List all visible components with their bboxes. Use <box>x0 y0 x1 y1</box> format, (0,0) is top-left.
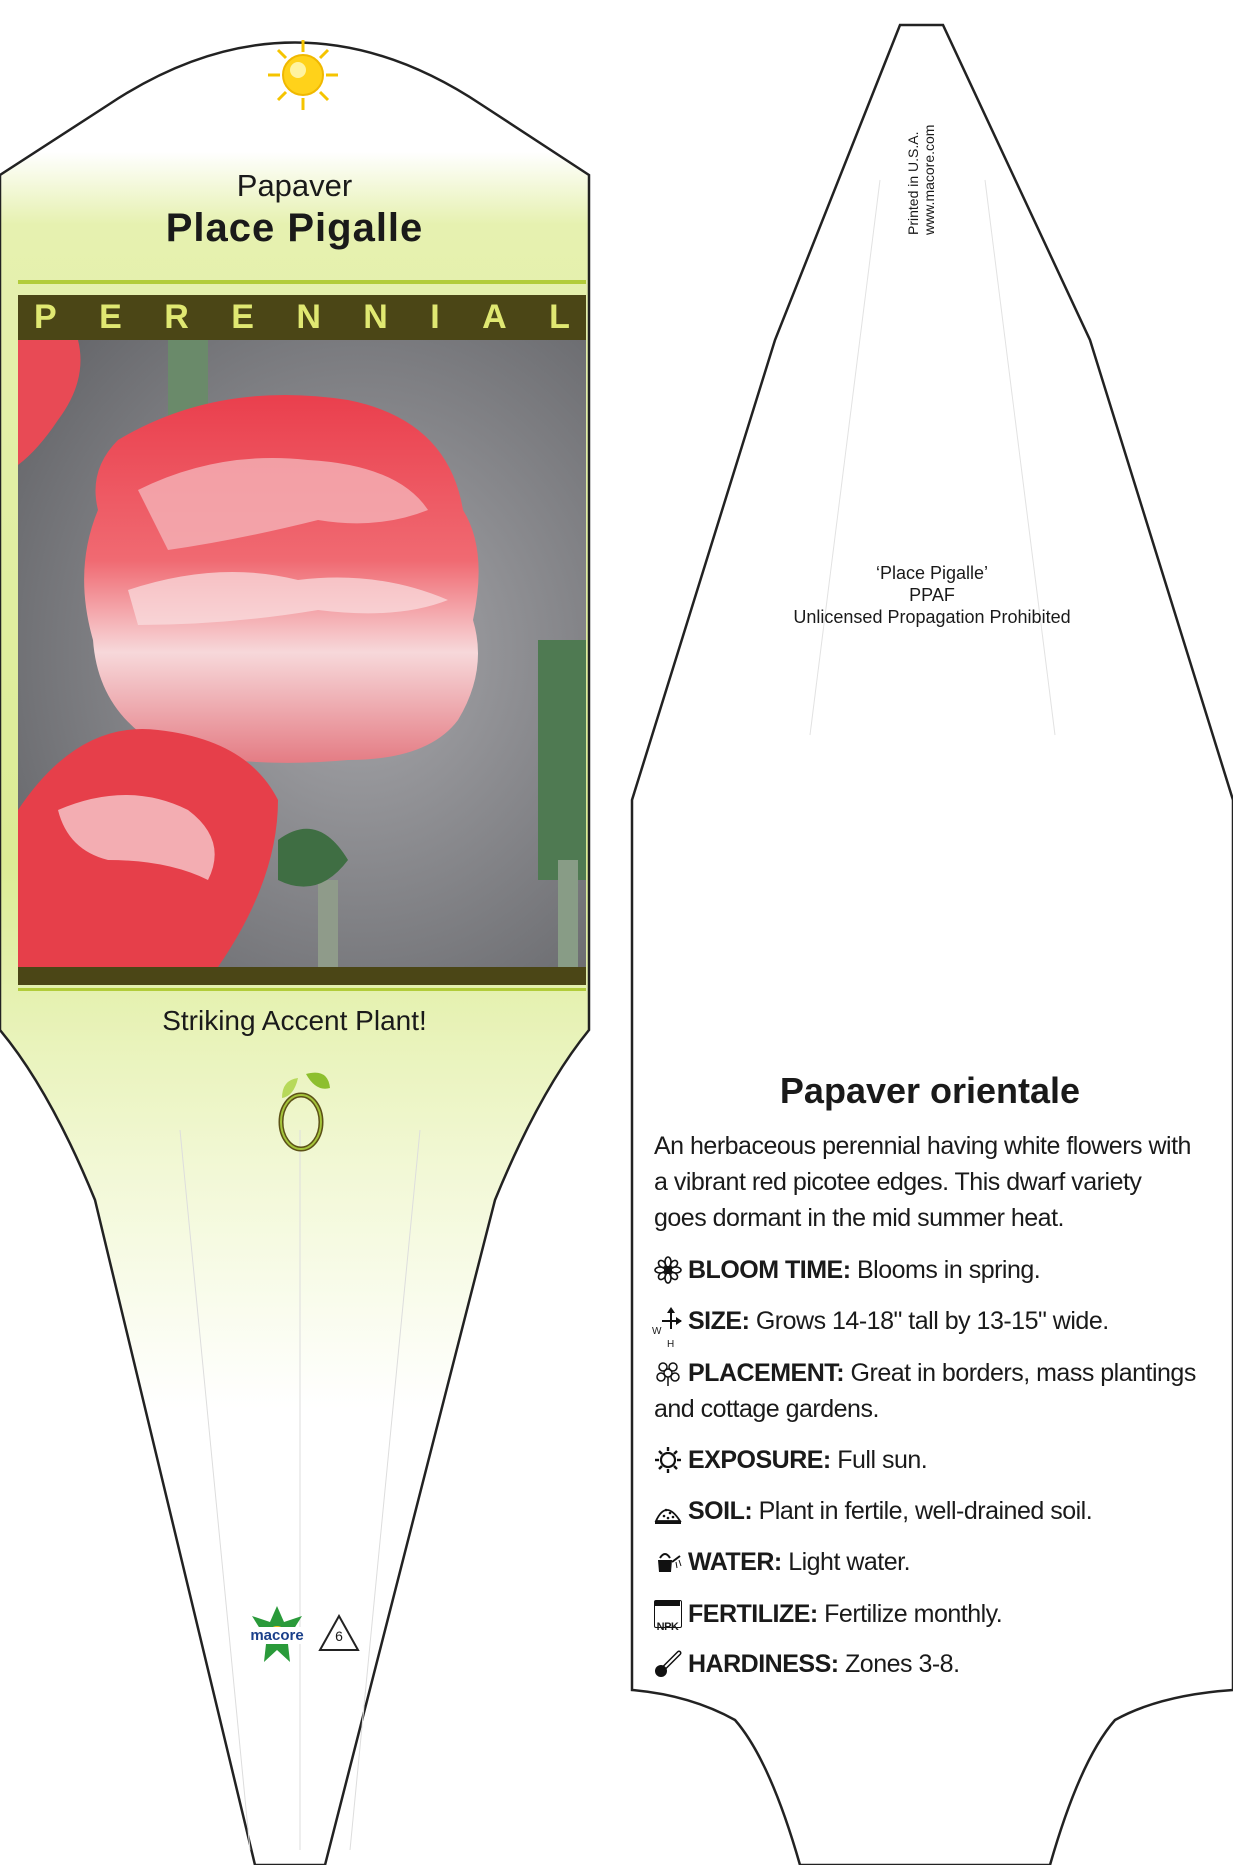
thermometer-icon <box>654 1650 682 1678</box>
care-placement <box>654 1355 1199 1427</box>
size-icon-w: W <box>652 1326 661 1337</box>
care-water <box>654 1544 1199 1580</box>
care-text: Light water. <box>781 1548 911 1576</box>
watering-can-icon <box>654 1548 682 1576</box>
website: www.macore.com <box>921 124 937 235</box>
size-icon <box>652 1307 682 1350</box>
soil-icon <box>654 1497 682 1525</box>
slogan: Striking Accent Plant! <box>162 1005 427 1036</box>
macore-logo <box>244 1604 310 1666</box>
brand-name: macore <box>244 1627 310 1644</box>
placement-icon <box>654 1359 682 1387</box>
species-name: Papaver orientale <box>779 1070 1081 1111</box>
care-hardiness <box>654 1646 1199 1682</box>
category-letter: E <box>231 298 254 336</box>
category-letter: R <box>164 298 189 336</box>
cultivar-quoted: ‘Place Pigalle’ <box>875 563 989 583</box>
sun-logo-icon <box>266 38 340 112</box>
description: An herbaceous perennial having white flowers with a vibrant red picotee edges. This dwarf variety goes dormant in the mid summer heat. <box>654 1132 1191 1232</box>
propagation-notice: Unlicensed Propagation Prohibited <box>793 607 1071 627</box>
category-letter: P <box>34 298 57 336</box>
category-letter: N <box>296 298 321 336</box>
care-label: HARDINESS: <box>688 1650 839 1678</box>
care-label: PLACEMENT: <box>688 1359 845 1387</box>
care-text: Great in borders, mass plantings and cottage gardens. <box>654 1359 1196 1423</box>
leaf-logo-icon <box>268 1068 334 1154</box>
flower-icon <box>654 1256 682 1284</box>
care-text: Grows 14-18" tall by 13-15" wide. <box>749 1307 1109 1335</box>
recycle-icon <box>318 1614 360 1654</box>
category-letter: A <box>482 298 507 336</box>
care-bloom-time <box>654 1252 1199 1288</box>
recycle-number: 6 <box>335 1628 343 1644</box>
patent-status: PPAF <box>909 585 955 605</box>
care-label: EXPOSURE: <box>688 1446 831 1474</box>
care-label: FERTILIZE: <box>688 1600 818 1628</box>
photo-bottom-band <box>18 967 586 985</box>
fertilizer-icon <box>654 1600 682 1633</box>
printer-info <box>905 95 945 235</box>
care-text: Full sun. <box>830 1446 928 1474</box>
care-fertilize <box>654 1596 1199 1632</box>
care-soil <box>654 1493 1199 1529</box>
category-letter: E <box>99 298 122 336</box>
front-cultivar-name: Place Pigalle <box>165 206 424 250</box>
poppy-photo <box>18 340 586 967</box>
fertilizer-icon-label: NPK <box>656 1621 679 1633</box>
category-letter: N <box>363 298 388 336</box>
care-text: Plant in fertile, well-drained soil. <box>752 1497 1093 1525</box>
care-text: Zones 3-8. <box>838 1650 960 1678</box>
care-text: Fertilize monthly. <box>817 1600 1003 1628</box>
care-text: Blooms in spring. <box>850 1256 1041 1284</box>
care-label: SIZE: <box>688 1307 750 1335</box>
care-label: SOIL: <box>688 1497 753 1525</box>
size-icon-h: H <box>667 1339 674 1350</box>
category-label <box>18 298 586 338</box>
front-genus: Papaver <box>236 168 353 203</box>
printed-in: Printed in U.S.A. <box>905 131 921 235</box>
back-tag-outline <box>632 25 1233 1865</box>
sun-icon <box>654 1446 682 1474</box>
category-letter: L <box>549 298 570 336</box>
care-label: WATER: <box>688 1548 782 1576</box>
care-exposure <box>654 1442 1199 1478</box>
category-letter: I <box>430 298 440 336</box>
care-label: BLOOM TIME: <box>688 1256 851 1284</box>
care-size <box>652 1303 1199 1350</box>
